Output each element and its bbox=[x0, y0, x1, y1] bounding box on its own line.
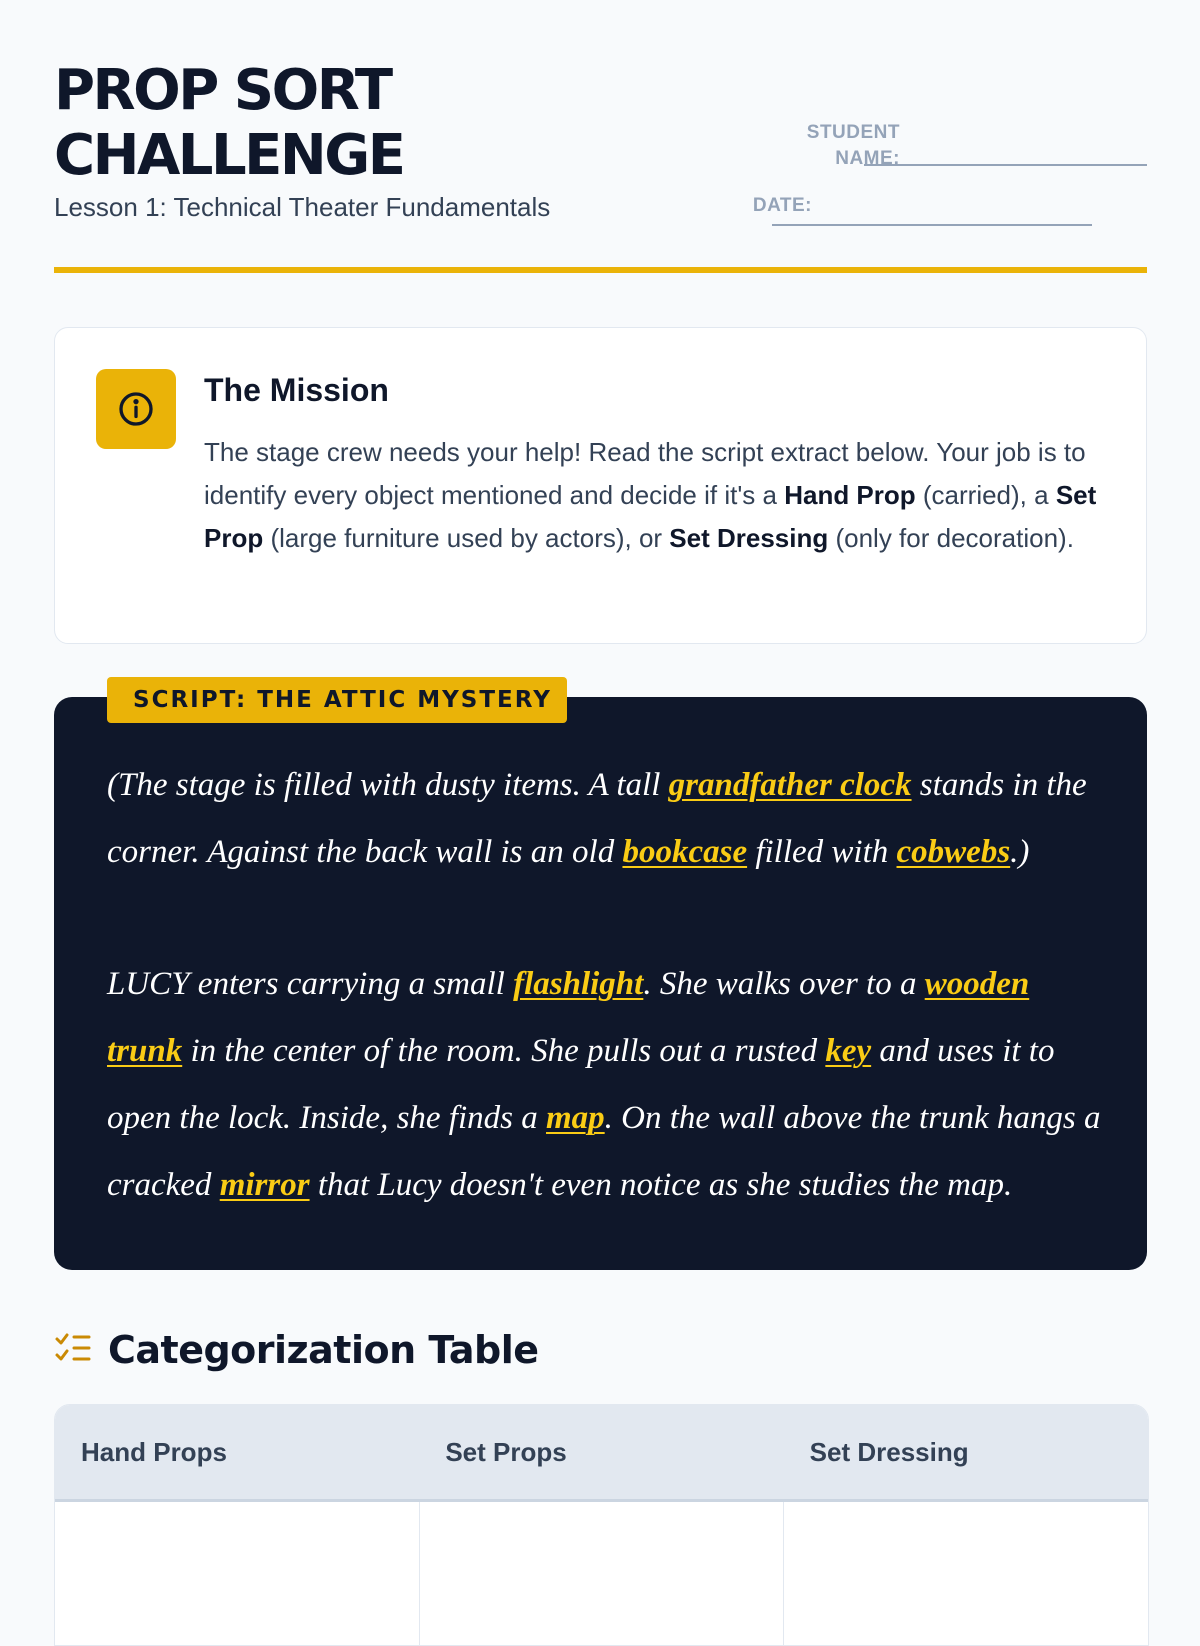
page-subtitle: Lesson 1: Technical Theater Fundamentals bbox=[54, 192, 551, 222]
script-tab-label: SCRIPT: THE ATTIC MYSTERY bbox=[107, 677, 567, 723]
term-set-prop: Set Prop bbox=[204, 480, 1097, 553]
script-object: flashlight bbox=[513, 966, 644, 1002]
column-hand-props: Hand Props bbox=[81, 1436, 227, 1467]
worksheet-page bbox=[54, 0, 1147, 1467]
term-hand-prop: Hand Prop bbox=[784, 480, 916, 510]
categorization-table bbox=[54, 1404, 1149, 1646]
categorization-title: Categorization Table bbox=[108, 1328, 539, 1372]
table-header-row bbox=[55, 1405, 1148, 1502]
mission-title: The Mission bbox=[204, 372, 389, 408]
date-field[interactable] bbox=[772, 224, 1092, 226]
categorization-header bbox=[54, 1323, 539, 1377]
hand-props-cell[interactable] bbox=[55, 1502, 420, 1646]
student-name-label-line1: STUDENT bbox=[806, 122, 900, 143]
script-paragraph-1: (The stage is filled with dusty items. A tall grandfather clock stands in the corner. Against the back wall is an old bookcase filled with cobwebs.) bbox=[107, 767, 1087, 870]
header-divider bbox=[54, 267, 1147, 273]
info-icon bbox=[96, 369, 176, 449]
column-set-dressing: Set Dressing bbox=[809, 1436, 969, 1467]
script-object: map bbox=[546, 1100, 605, 1136]
script-object: bookcase bbox=[622, 834, 748, 870]
script-object: wooden trunk bbox=[107, 966, 1030, 1069]
term-set-dressing: Set Dressing bbox=[669, 523, 829, 553]
mission-text: The stage crew needs your help! Read the script extract below. Your job is to identify every object mentioned and decide if it's a Hand Prop (carried), a Set Prop (large furniture used by actors), or Set Dressing (only for decoration). bbox=[204, 437, 1097, 553]
script-object: key bbox=[825, 1033, 872, 1069]
script-object: grandfather clock bbox=[668, 767, 912, 803]
column-set-props: Set Props bbox=[445, 1436, 567, 1467]
script-object: cobwebs bbox=[896, 834, 1011, 870]
table-row bbox=[55, 1502, 1148, 1646]
header bbox=[54, 0, 1147, 275]
set-props-cell[interactable] bbox=[420, 1502, 785, 1646]
page-title: PROP SORT CHALLENGE bbox=[54, 58, 404, 188]
script-object: mirror bbox=[219, 1167, 310, 1203]
checklist-icon bbox=[54, 1331, 92, 1370]
student-name-label-line2: NAME: bbox=[835, 148, 900, 169]
date-label: DATE: bbox=[752, 195, 812, 216]
script-paragraph-2: LUCY enters carrying a small flashlight. She walks over to a wooden trunk in the center of the room. She pulls out a rusted key and uses it to open the lock. Inside, she finds a map. On the wall above the trunk hangs a cracked mirror that Lucy doesn't even notice as she studies the map. bbox=[107, 966, 1101, 1203]
mission-card bbox=[54, 327, 1147, 644]
set-dressing-cell[interactable] bbox=[784, 1502, 1148, 1646]
student-name-field[interactable] bbox=[864, 164, 1147, 166]
